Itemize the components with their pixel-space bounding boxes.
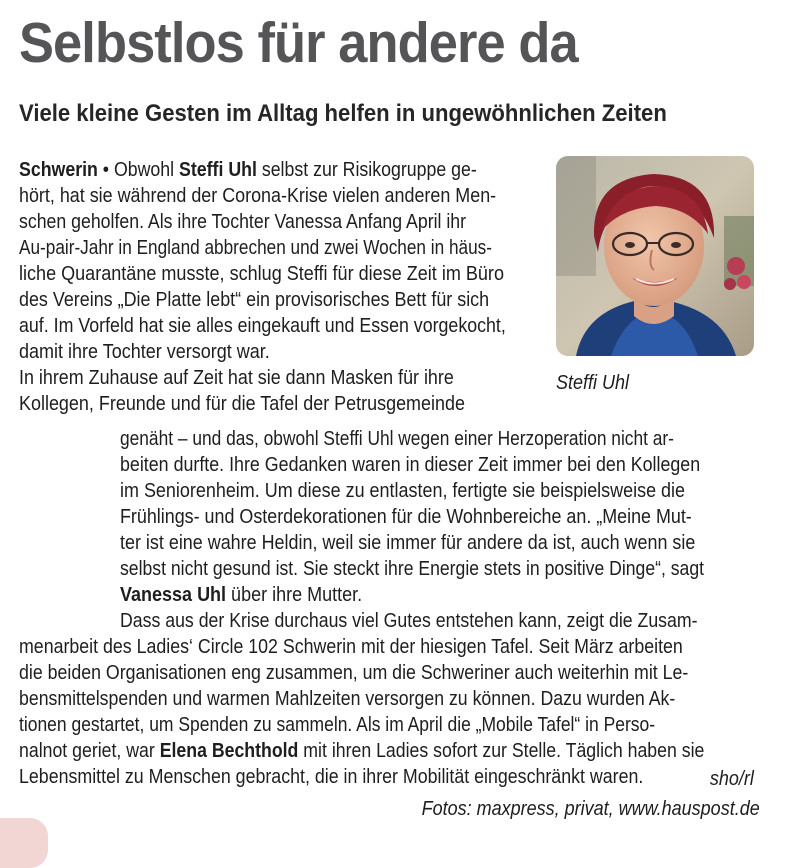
portrait-photo bbox=[556, 156, 754, 356]
body-line: selbst nicht gesund ist. Sie steckt ihre Energie stets in positive Dinge“, sagt bbox=[120, 558, 705, 580]
body-line: genäht – und das, obwohl Steffi Uhl wegen einer Herzoperation nicht ar- bbox=[120, 428, 674, 450]
body-line: Schwerin • Obwohl Steffi Uhl selbst zur Risikogruppe ge- bbox=[19, 159, 477, 181]
body-line: die beiden Organisationen eng zusammen, um die Schweriner auch weiterhin mit Le- bbox=[19, 662, 689, 684]
photo-credits: Fotos: maxpress, privat, www.hauspost.de bbox=[421, 798, 760, 820]
body-line: Vanessa Uhl über ihre Mutter. bbox=[120, 584, 363, 606]
body-line: im Seniorenheim. Um diese zu entlasten, fertigte sie beispielsweise die bbox=[120, 480, 686, 502]
body-line: In ihrem Zuhause auf Zeit hat sie dann Masken für ihre bbox=[19, 367, 454, 389]
page-corner-decoration bbox=[0, 818, 48, 868]
body-line: des Vereins „Die Platte lebt“ ein provisorisches Bett für sich bbox=[19, 289, 490, 311]
body-line: hört, hat sie während der Corona-Krise vielen anderen Men- bbox=[19, 185, 497, 207]
author-initials: sho/rl bbox=[709, 768, 754, 790]
body-line: Lebensmittel zu Menschen gebracht, die in ihrer Mobilität eingeschränkt waren. bbox=[19, 766, 644, 788]
body-line: schen geholfen. Als ihre Tochter Vanessa Anfang April ihr bbox=[19, 211, 467, 233]
headline: Selbstlos für andere da bbox=[19, 11, 578, 75]
body-line: auf. Im Vorfeld hat sie alles eingekauft und Essen vorgekocht, bbox=[19, 315, 506, 337]
body-line: ter ist eine wahre Heldin, weil sie immer für andere da ist, auch wenn sie bbox=[120, 532, 696, 554]
body-line: Frühlings- und Osterdekorationen für die Wohnbereiche an. „Meine Mut- bbox=[120, 506, 692, 528]
body-line: Kollegen, Freunde und für die Tafel der Petrusgemeinde bbox=[19, 393, 465, 415]
body-line: Au-pair-Jahr in England abbrechen und zwei Wochen in häus- bbox=[19, 237, 492, 259]
body-line: beiten durfte. Ihre Gedanken waren in dieser Zeit immer bei den Kollegen bbox=[120, 454, 701, 476]
person-name: Vanessa Uhl bbox=[120, 584, 227, 606]
person-name: Steffi Uhl bbox=[179, 159, 257, 181]
person-name: Elena Bechthold bbox=[159, 740, 299, 762]
body-line: menarbeit des Ladies‘ Circle 102 Schwerin mit der hiesigen Tafel. Seit März arbeiten bbox=[19, 636, 683, 658]
photo-caption: Steffi Uhl bbox=[556, 372, 630, 394]
portrait-illustration bbox=[556, 156, 754, 356]
body-line: tionen gestartet, um Spenden zu sammeln. Als im April die „Mobile Tafel“ in Perso- bbox=[19, 714, 656, 736]
subheadline: Viele kleine Gesten im Alltag helfen in ungewöhnlichen Zeiten bbox=[19, 100, 667, 127]
body-line: Dass aus der Krise durchaus viel Gutes entstehen kann, zeigt die Zusam- bbox=[120, 610, 698, 632]
body-line: damit ihre Tochter versorgt war. bbox=[19, 341, 270, 363]
dateline-location: Schwerin bbox=[19, 159, 98, 181]
body-line: bensmittelspenden und warmen Mahlzeiten versorgen zu können. Dazu wurden Ak- bbox=[19, 688, 676, 710]
body-line: nalnot geriet, war Elena Bechthold mit ihren Ladies sofort zur Stelle. Täglich haben sie bbox=[19, 740, 705, 762]
body-line: liche Quarantäne musste, schlug Steffi für diese Zeit im Büro bbox=[19, 263, 504, 285]
